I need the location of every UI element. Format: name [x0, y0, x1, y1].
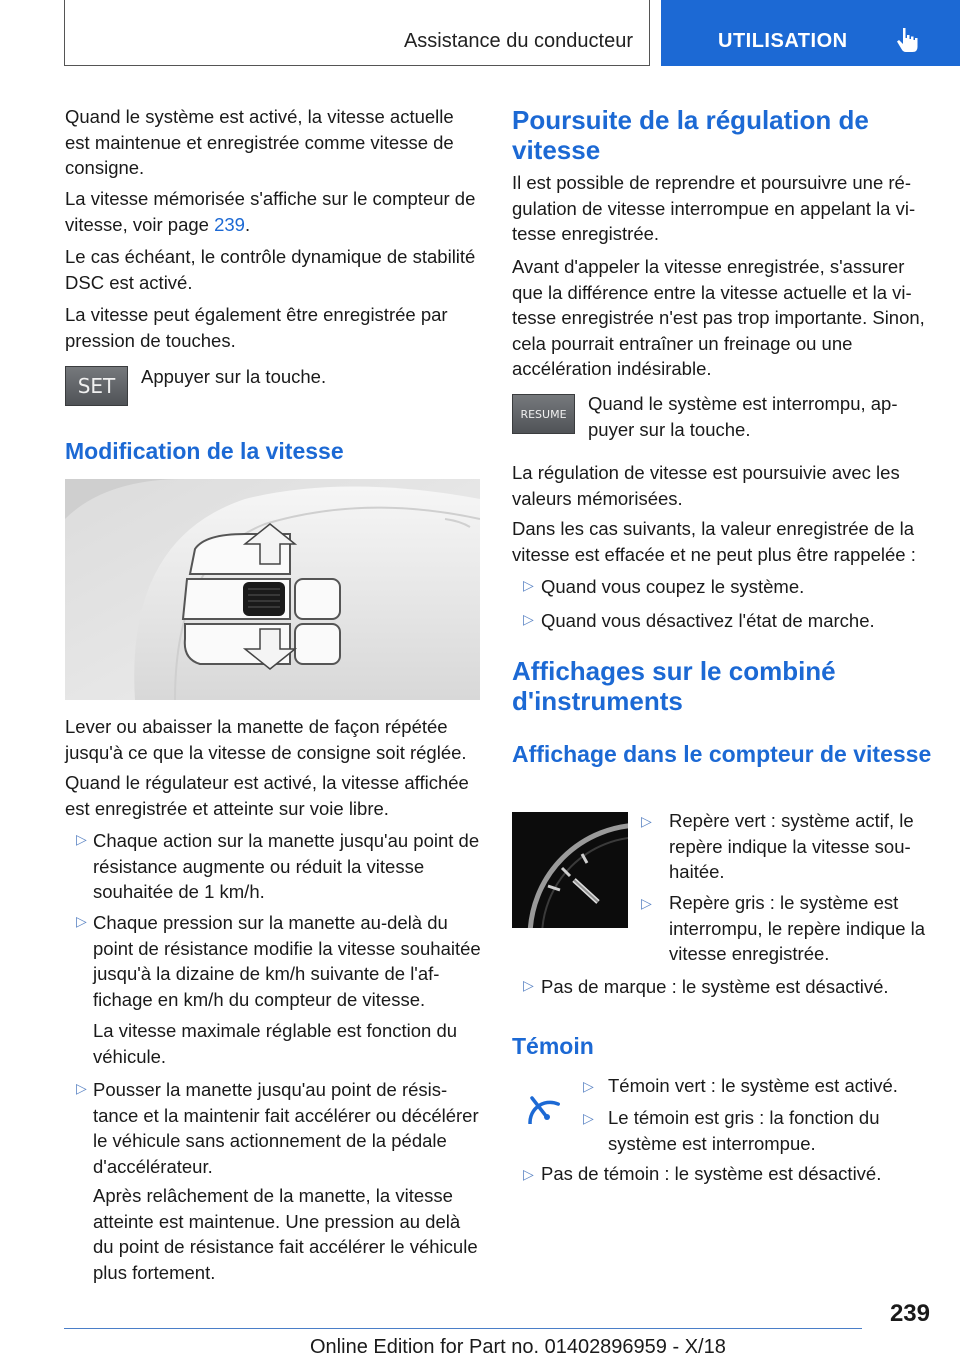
list-item: Chaque action sur la manette jusqu'au point de résistance augmente ou réduit la vitesse souhaitée de 1 km/h. — [93, 830, 480, 902]
list-item: Pas de témoin : le système est désactivé. — [541, 1163, 882, 1184]
bullet-marker-icon: ▷ — [641, 813, 652, 829]
bullet-marker-icon: ▷ — [523, 611, 534, 627]
resume-instruction: Quand le système est interrompu, appuyer sur la touche. — [588, 393, 898, 440]
paragraph: La vitesse peut également être enregistrée par pression de touches. — [65, 304, 448, 351]
cruise-control-gauge-icon — [516, 1078, 560, 1124]
paragraph: Lever ou abaisser la manette de façon répétée jusqu'à ce que la vitesse de consigne soit réglée. — [65, 716, 467, 763]
list-item-note: La vitesse maximale réglable est fonction du véhicule. — [93, 1020, 458, 1067]
speedometer-image — [512, 812, 628, 928]
section-title: Assistance du conducteur — [403, 30, 633, 52]
resume-key-image: RESUME — [512, 394, 575, 434]
bullet-marker-icon: ▷ — [76, 831, 87, 847]
set-key-image: SET — [65, 366, 128, 406]
list-item: Le témoin est gris : la fonction du système est interrompue. — [608, 1107, 880, 1154]
set-instruction: Appuyer sur la touche. — [141, 366, 327, 387]
heading-affichages: Affichages sur le combiné d'instruments — [512, 656, 836, 716]
bullet-marker-icon: ▷ — [76, 1080, 87, 1096]
paragraph: Il est possible de reprendre et poursuivre une régulation de vitesse interrompue en appelant la vitesse enregistrée. — [512, 172, 916, 244]
heading-temoin: Témoin — [512, 1033, 594, 1059]
list-item: Repère vert : système actif, le repère indique la vitesse souhaitée. — [669, 810, 914, 882]
chapter-tab[interactable] — [661, 0, 960, 66]
page-link[interactable]: 239 — [214, 213, 245, 235]
bullet-marker-icon: ▷ — [76, 913, 87, 929]
paragraph: Quand le régulateur est activé, la vitesse affichée est enregistrée et atteinte sur voie libre. — [65, 772, 469, 819]
bullet-marker-icon: ▷ — [523, 977, 534, 993]
footer-edition: Online Edition for Part no. 01402896959 - X/18 — [310, 1336, 726, 1358]
paragraph: La régulation de vitesse est poursuivie avec les valeurs mémorisées. — [512, 462, 900, 509]
bullet-marker-icon: ▷ — [583, 1078, 594, 1094]
list-item-note: Après relâchement de la manette, la vitesse atteinte est maintenue. Une pression au delà du point de résistance fait accélérer le véhicule plus fortement. — [93, 1185, 478, 1283]
heading-poursuite: Poursuite de la régulation de vitesse — [512, 105, 869, 165]
paragraph-text: . — [244, 213, 251, 235]
list-item: Quand vous désactivez l'état de marche. — [541, 610, 875, 631]
header-box — [64, 0, 650, 66]
list-item: Pas de marque : le système est désactivé. — [541, 976, 889, 997]
heading-compteur: Affichage dans le compteur de vitesse — [512, 741, 932, 767]
bullet-marker-icon: ▷ — [641, 895, 652, 911]
paragraph — [65, 186, 480, 237]
paragraph: Le cas échéant, le contrôle dynamique de stabilité DSC est activé. — [65, 246, 476, 293]
heading-modification: Modification de la vitesse — [65, 438, 344, 464]
footer-divider — [64, 1328, 862, 1329]
steering-wheel-controls-image — [65, 479, 480, 700]
paragraph: Avant d'appeler la vitesse enregistrée, s'assurer que la différence entre la vitesse actuelle et la vitesse enregistrée n'est pas trop importante. Sinon, cela pourrait entraîner un freinage ou une accélération indésirable. — [512, 256, 925, 379]
paragraph-text: La vitesse mémorisée s'affiche sur le compteur de vitesse, voir page — [65, 188, 476, 235]
bullet-marker-icon: ▷ — [523, 1166, 534, 1182]
hand-pointer-icon — [894, 26, 920, 54]
bullet-marker-icon: ▷ — [583, 1110, 594, 1126]
chapter-tab-label: UTILISATION — [718, 30, 848, 52]
list-item: Témoin vert : le système est activé. — [608, 1075, 898, 1096]
list-item: Quand vous coupez le système. — [541, 576, 805, 597]
paragraph: Dans les cas suivants, la valeur enregistrée de la vitesse est effacée et ne peut plus être rappelée : — [512, 518, 916, 565]
list-item: Repère gris : le système est interrompu, le repère indique la vitesse enregistrée. — [669, 892, 926, 964]
page-number: 239 — [889, 1300, 930, 1327]
bullet-marker-icon: ▷ — [523, 577, 534, 593]
list-item: Pousser la manette jusqu'au point de résistance et la maintenir fait accélérer ou décélérer le véhicule sans actionnement de la pédale d'accélérateur. — [93, 1079, 479, 1177]
list-item: Chaque pression sur la manette au-delà du point de résistance modifie la vitesse souhaitée jusqu'à la dizaine de km/h suivante de l'affichage en km/h du compteur de vitesse. — [93, 912, 481, 1010]
paragraph: Quand le système est activé, la vitesse actuelle est maintenue et enregistrée comme vitesse de consigne. — [65, 106, 454, 178]
